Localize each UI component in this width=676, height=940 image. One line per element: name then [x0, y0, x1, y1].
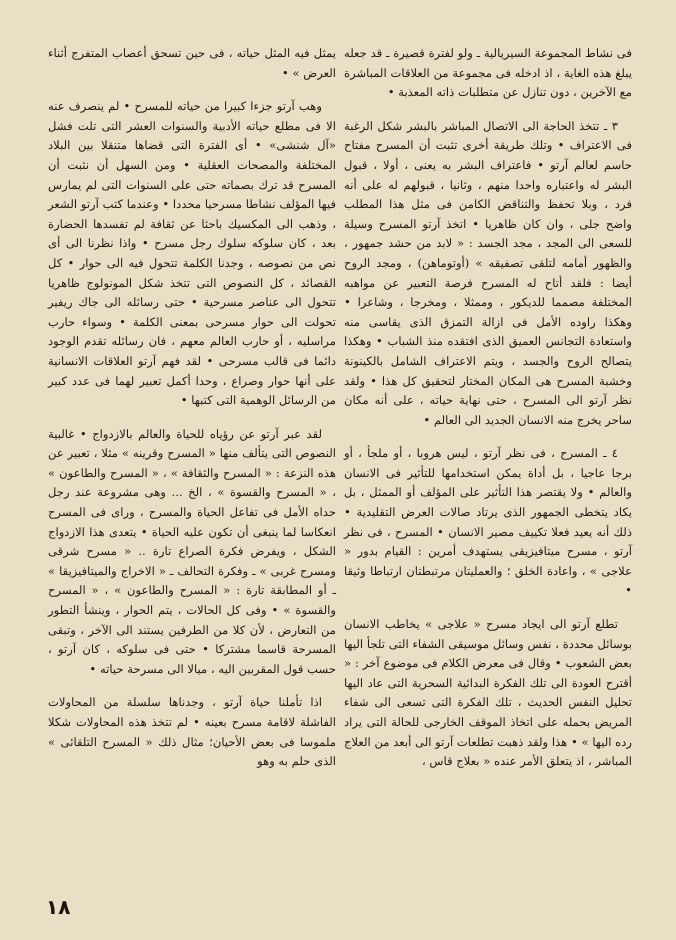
paragraph: يمثل فيه المثل حياته ، فى حين تسحق أعصاب المتفرج أثناء العرض » •	[48, 46, 336, 80]
left-column	[48, 44, 336, 786]
right-column	[344, 44, 632, 782]
page-number: ١٨	[46, 895, 71, 919]
paragraph: ٣ ـ تتخذ الحاجة الى الاتصال المباشر بالبشر شكل الرغبة فى الاعتراف • وتلك طريقة أخرى تثبت أن المسرح مفتاح حاسم لعالم آرتو • فاعتراف البشر به يعنى ، أولا ، قبول البشر له واعتباره واحدا منهم ، وثانيا ، قبولهم له على أنه فرد ، وبلا تحفظ والتناقض الكامن فى مثل هذا المطلب واضح جلى ، وان كان ظاهريا • اتخذ آرتو المسرح وسيلة للسعى الى المجد ، مجد الجسد : « لابد من حشد جمهور ، والظهور أمامه لتلقى تصفيقه » (أوتوماهن) ، ومجد الروح أيضا : فلقد أتاح له المسرح فرصة التعبير عن مواهبه المختلفة مصمما للديكور ، وممثلا ، ومخرجا ، وشاعرا • وهكذا راوده الأمل فى ازالة التمزق الذى يقاسى منه واستعادة التجانس العميق الذى افتقده منذ الشباب • وهكذا يتصالح الروح والجسد ، ويتم الاعتراف الشامل بالكينونة وخشبة المسرح هى المكان المختار لتحقيق كل هذا • ولقد نظر آرتو الى المسرح ، حتى نهاية حياته ، على أنه مكان ساحر يخرج منه الانسان الجديد الى العالم •	[344, 118, 632, 427]
paragraph: تطلع آرتو الى ايجاد مسرح « علاجى » يخاطب الانسان بوسائل محددة ، نفس وسائل موسيقى الشفاء التى تلجأ اليها بعض الشعوب • وقال فى معرض الكلام فى موضوع آخر : « أقترح العودة الى تلك الفكرة البدائية السحرية التى عاد اليها تحليل النفس الحديث ، تلك الفكرة التى تسعى الى شفاء المريض بحمله على اتخاذ الموقف الخارجى للحالة التى يراد رده اليها » • هذا ولقد ذهبت تطلعات آرتو الى أبعد من العلاج المباشر ، اذ يتعلق الأمر عنده « بعلاج قاس ،	[344, 617, 632, 769]
paragraph: ٤ ـ المسرح ، فى نظر آرتو ، ليس هروبا ، أو ملجأ ، أو برجا عاجيا ، بل أداة يمكن استخدامها للتأثير فى الانسان والعالم • ولا يقتصر هذا التأثير على المؤلف أو الممثل ، بل يكاد يتخطى الجمهور الذى يرتاد صالات العرض التقليدية • ذلك أنه يعيد فعلا تكييف مصير الانسان • المسرح ، فى نظر آرتو ، مسرح ميتافيزيقى يستهدف أمرين : القيام بدور « علاجى » ، واعادة الخلق ؛ والعمليتان مرتبطتان ارتباطا وثيقا •	[344, 446, 632, 598]
paragraph: لقد عبر آرتو عن رؤياه للحياة والعالم بالازدواج • غالبية النصوص التى يتألف منها « المسرح وقرينه » مثلا ، تعبير عن هذه النزعة : « المسرح والثقافة » ، « المسرح والطاعون » ، « المسرح والقسوة » ، الخ ... وهى مشروعة عند رجل حداه الأمل فى تفاعل الحياة والمسرح ، وراى فى المسرح انعكاسا لما ينبغى أن تكون عليه الحياة • يتعدى هذا الازدواج الشكل ، ويفرض فكرة الصراع تارة .. « مسرح شرقى ومسرح غربى » ـ وفكرة التحالف ـ « الاخراج والميتافيزيقا » ـ أو المطابقة تارة : « المسرح والطاعون » ، « المسرح والقسوة » • وفى كل الحالات ، يتم الحوار ، وينشأ التطور من التعارض ، لأن كلا من الطرفين يستند الى الآخر ، وتبقى المسرحة قاسما مشتركا • حتى فى سلوكه ، كان آرتو ، حسب قول المقربين اليه ، ميالا الى مسرحة حياته •	[48, 426, 336, 676]
paragraph: اذا تأملنا حياة آرتو ، وجدناها سلسلة من المحاولات الفاشلة لاقامة مسرح بعينه • لم تتخذ هذه المحاولات شكلا ملموسا فى بعض الأحيان؛ مثال ذلك « المسرح التلقائى » الذى حلم به وهو	[48, 695, 336, 769]
paragraph: فى نشاط المجموعة السيريالية ـ ولو لفترة قصيرة ـ قد جعله يبلغ هذه الغاية ، اذ ادخله فى مجموعة من العلاقات المباشرة مع الآخرين ، دون تنازل عن متطلبات ذاته المعذبة •	[344, 46, 632, 100]
paragraph: وهب آرتو جزءا كبيرا من حياته للمسرح • لم ينصرف عنه الا فى مطلع حياته الأدبية والسنوات العشر التى تلت فشل «آل شنشى» • أى الفترة التى قضاها متنقلا بين البلاد المختلفة والمصحات العقلية • ومن السهل أن نثبت أن المسرح قد ترك بصماته حتى على السنوات التى لم يمارس فيها المؤلف نشاطا مسرحيا محددا • وعندما كتب آرتو الشعر ، وذهب الى المكسيك باحثا عن ثقافة لم تفسدها الحضارة بعد ، كان سلوكه سلوك رجل مسرح • واذا نظرنا الى أى نص من نصوصه ، وجدنا الكلمة تتحول فيه الى حوار • كل القصائد ، كل النصوص التى تتخذ شكل المونولوج ظاهريا تتحول الى عناصر مسرحية • حتى رسائله الى جاك ريفير تحولت الى حوار مسرحى بمعنى الكلمة • وسواء حارب مراسليه ، أو حارب العالم معهم ، فان رسائله تقدم الوجود دائما فى قالب مسرحى • لقد فهم آرتو العلاقات الانسانية على أنها حوار وصراع ، وحدا أكمل تعبير لهما فى عدد كبير من الرسائل الوهمية التى كتبها •	[48, 99, 336, 408]
